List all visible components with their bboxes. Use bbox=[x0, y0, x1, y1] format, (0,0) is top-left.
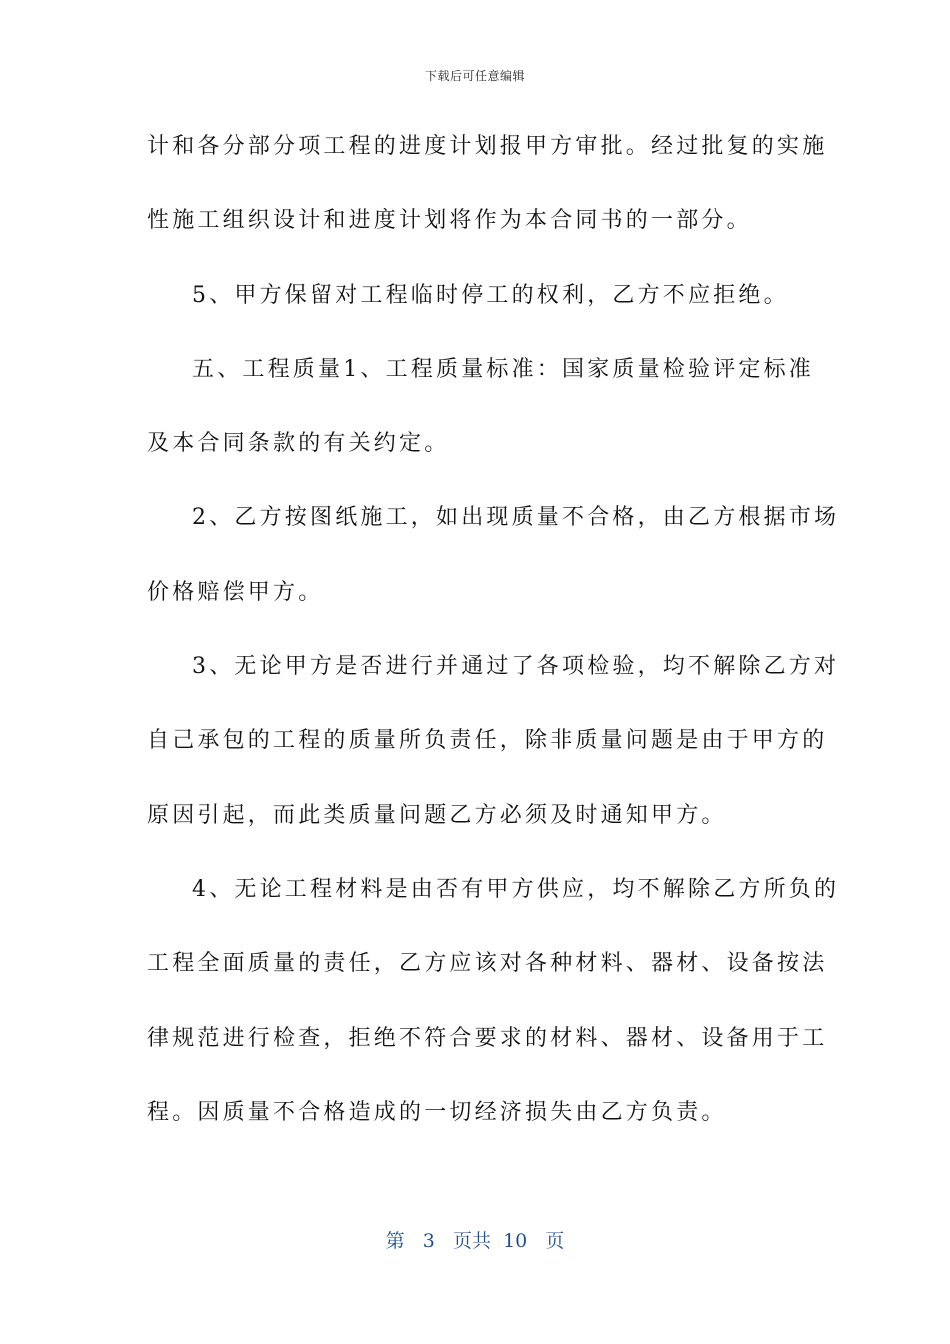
body-line: 5、甲方保留对工程临时停工的权利，乙方不应拒绝。 bbox=[192, 282, 789, 308]
body-line: 工程全面质量的责任，乙方应该对各种材料、器材、设备按法 bbox=[147, 951, 828, 977]
body-line: 程。因质量不合格造成的一切经济损失由乙方负责。 bbox=[147, 1099, 727, 1125]
body-line: 自己承包的工程的质量所负责任，除非质量问题是由于甲方的 bbox=[147, 728, 828, 754]
body-line: 性施工组织设计和进度计划将作为本合同书的一部分。 bbox=[147, 208, 752, 234]
footer-middle: 页共 bbox=[452, 1230, 491, 1252]
footer-page-number: 3 bbox=[422, 1230, 435, 1252]
document-body bbox=[147, 122, 840, 1162]
body-line: 律规范进行检查，拒绝不符合要求的材料、器材、设备用于工 bbox=[147, 1025, 828, 1051]
footer-prefix: 第 bbox=[385, 1230, 405, 1252]
page-footer bbox=[0, 1226, 950, 1253]
body-line: 价格赔偿甲方。 bbox=[147, 579, 324, 605]
body-line: 2、乙方按图纸施工，如出现质量不合格，由乙方根据市场 bbox=[192, 505, 840, 531]
page-header: 下载后可任意编辑 bbox=[424, 69, 525, 83]
body-line: 3、无论甲方是否进行并通过了各项检验，均不解除乙方对 bbox=[192, 654, 840, 680]
body-line: 原因引起，而此类质量问题乙方必须及时通知甲方。 bbox=[147, 802, 727, 828]
body-line: 及本合同条款的有关约定。 bbox=[147, 431, 450, 457]
body-line: 五、工程质量1、工程质量标准：国家质量检验评定标准 bbox=[192, 356, 814, 382]
footer-suffix: 页 bbox=[545, 1230, 565, 1252]
footer-total-pages: 10 bbox=[503, 1230, 528, 1252]
body-line: 4、无论工程材料是由否有甲方供应，均不解除乙方所负的 bbox=[192, 876, 840, 902]
body-line: 计和各分部分项工程的进度计划报甲方审批。经过批复的实施 bbox=[147, 134, 828, 159]
